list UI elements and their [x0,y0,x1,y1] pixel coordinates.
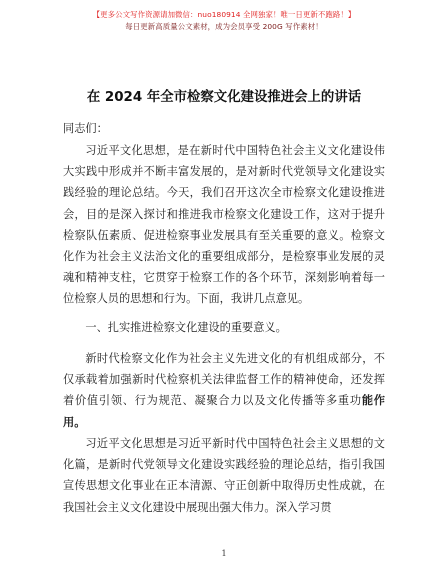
section-heading-1: 一、扎实推进检察文化建设的重要意义。 [85,321,287,334]
paragraph-significance [63,348,385,433]
salutation: 同志们： [63,122,108,135]
document-title: 在 2024 年全市检察文化建设推进会上的讲话 [86,90,362,105]
page-number: 1 [221,549,227,558]
promo-banner-line-2: 每日更新高质量公文素材，成为会员享受 200G 写作素材！ [125,22,323,31]
paragraph-intro: 习近平文化思想，是在新时代中国特色社会主义文化建设伟大实践中形成并不断丰富发展的，是对新时代党领导文化建设实践经验的理论总结。今天，我们召开这次全市检察文化建设推进会，目的是深入探讨和推进我市检察文化建设工作，这对于提升检察队伍素质、促进检察事业发展具有至关重要的意义。检察文化作为社会主义法治文化的重要组成部分，是检察事业发展的灵魂和精神支柱，它贯穿于检察工作的各个环节，深刻影响着每一位检察人员的思想和行为。下面，我讲几点意见。 [63,144,385,306]
paragraph-significance-text: 新时代检察文化作为社会主义先进文化的有机组成部分，不仅承载着加强新时代检察机关法律监督工作的精神使命，还发挥着价值引领、行为规范、凝聚合力以及文化传播等多重功 [63,352,385,408]
paragraph-xi-culture-thought: 习近平文化思想是习近平新时代中国特色社会主义思想的文化篇，是新时代党领导文化建设实践经验的理论总结，指引我国宣传思想文化事业在正本清源、守正创新中取得历史性成就，在我国社会主义文化建设中展现出强大伟力。深入学习贯 [63,437,385,514]
paragraph-significance-bold: 能作用。 [63,393,385,429]
promo-banner-line-1: 【更多公文写作资源请加微信：nuo180914 全网独家！唯一日更新不跑路！】 [92,10,356,19]
